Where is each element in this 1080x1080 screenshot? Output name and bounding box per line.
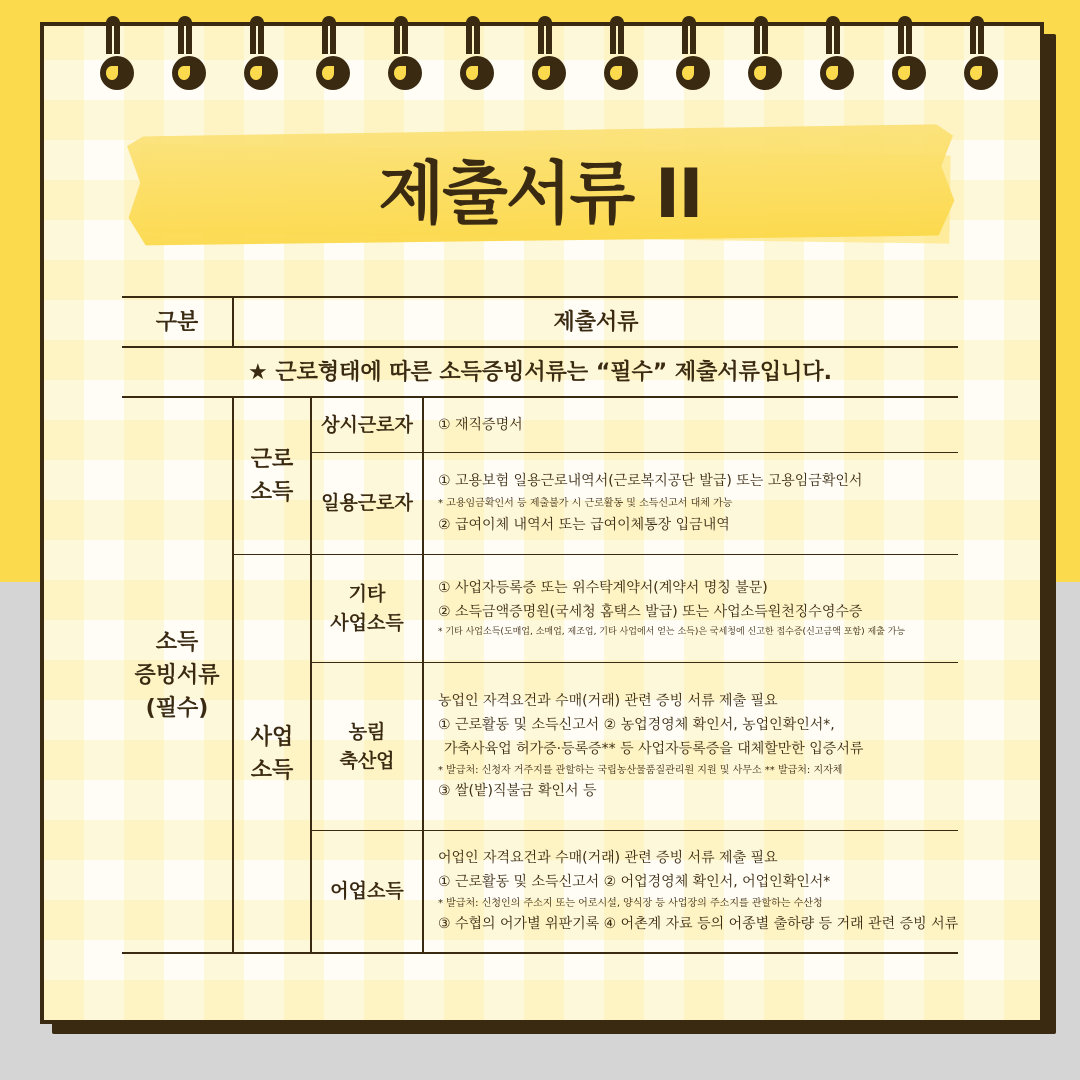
- doc-item: ① 사업자등록증 또는 위수탁계약서(계약서 명칭 불문): [438, 579, 768, 596]
- binder-ring-icon: [244, 16, 270, 92]
- doc-item: 농업인 자격요건과 수매(거래) 관련 증빙 서류 제출 필요: [438, 693, 778, 710]
- binder-rings: [100, 16, 1000, 96]
- notice-row: ★ 근로형태에 따른 소득증빙서류는 “필수” 제출서류입니다.: [247, 359, 833, 385]
- subcategory-regular-worker: 상시근로자: [321, 413, 413, 436]
- doc-note: * 발급처: 신청자 거주지를 관할하는 국립농산물품질관리원 지원 및 사무소 ** 발급처: 지자체: [438, 764, 843, 776]
- table-bottom-border: [122, 952, 958, 954]
- category-labor-income: 근로 소득: [250, 447, 294, 505]
- doc-note: * 기타 사업소득(도매업, 소매업, 제조업, 기타 사업에서 얻는 소득)은 국세청에 신고한 접수증(신고금액 포함) 제출 가능: [438, 626, 906, 637]
- doc-note: * 고용임금확인서 등 제출불가 시 근로활동 및 소득신고서 대체 가능: [438, 498, 733, 509]
- subcategory-daily-worker: 일용근로자: [321, 492, 413, 515]
- binder-ring-icon: [820, 16, 846, 92]
- daily-worker-docs: [424, 453, 958, 554]
- other-business-docs: [424, 555, 958, 662]
- subcategory-agriculture: 농림 축산업: [339, 721, 395, 772]
- doc-item: ② 소득금액증명원(국세청 홈택스 발급) 또는 사업소득원천징수영수증: [438, 603, 863, 620]
- doc-item: ① 근로활동 및 소득신고서 ② 어업경영체 확인서, 어업인확인서*: [438, 874, 831, 891]
- doc-item: ③ 쌀(밭)직불금 확인서 등: [438, 782, 597, 799]
- header-category: 구분: [155, 309, 199, 335]
- page-title: 제출서류 II: [378, 155, 702, 234]
- agriculture-docs: [424, 663, 958, 830]
- doc-item: ① 근로활동 및 소득신고서 ② 농업경영체 확인서, 농업인확인서*,: [438, 717, 835, 734]
- binder-ring-icon: [100, 16, 126, 92]
- regular-worker-docs: [424, 398, 958, 452]
- binder-ring-icon: [172, 16, 198, 92]
- group-income-proof: 소득 증빙서류 (필수): [134, 629, 220, 721]
- doc-item: ② 급여이체 내역서 또는 급여이체통장 입금내역: [438, 517, 730, 533]
- binder-ring-icon: [604, 16, 630, 92]
- documents-table: [122, 296, 958, 956]
- fishery-docs: [424, 831, 958, 952]
- doc-item: ③ 수협의 어가별 위판기록 ④ 어촌계 자료 등의 어종별 출하량 등 거래 관련 증빙 서류: [438, 915, 959, 932]
- doc-item: ① 재직증명서: [438, 416, 523, 433]
- binder-ring-icon: [460, 16, 486, 92]
- subcategory-other-business: 기타 사업소득: [330, 583, 404, 634]
- doc-item: 가축사육업 허가증·등록증** 등 사업자등록증을 대체할만한 입증서류: [444, 741, 864, 757]
- binder-ring-icon: [316, 16, 342, 92]
- header-documents: 제출서류: [553, 309, 639, 335]
- binder-ring-icon: [748, 16, 774, 92]
- doc-note: * 발급처: 신청인의 주소지 또는 어로시설, 양식장 등 사업장의 주소지를 관할하는 수산청: [438, 897, 823, 909]
- subcategory-fishery: 어업소득: [330, 880, 404, 903]
- binder-ring-icon: [676, 16, 702, 92]
- binder-ring-icon: [532, 16, 558, 92]
- binder-ring-icon: [892, 16, 918, 92]
- doc-item: ① 고용보험 일용근로내역서(근로복지공단 발급) 또는 고용임금확인서: [438, 473, 863, 490]
- category-business-income: 사업 소득: [250, 724, 294, 783]
- binder-ring-icon: [964, 16, 990, 92]
- doc-item: 어업인 자격요건과 수매(거래) 관련 증빙 서류 제출 필요: [438, 850, 778, 867]
- binder-ring-icon: [388, 16, 414, 92]
